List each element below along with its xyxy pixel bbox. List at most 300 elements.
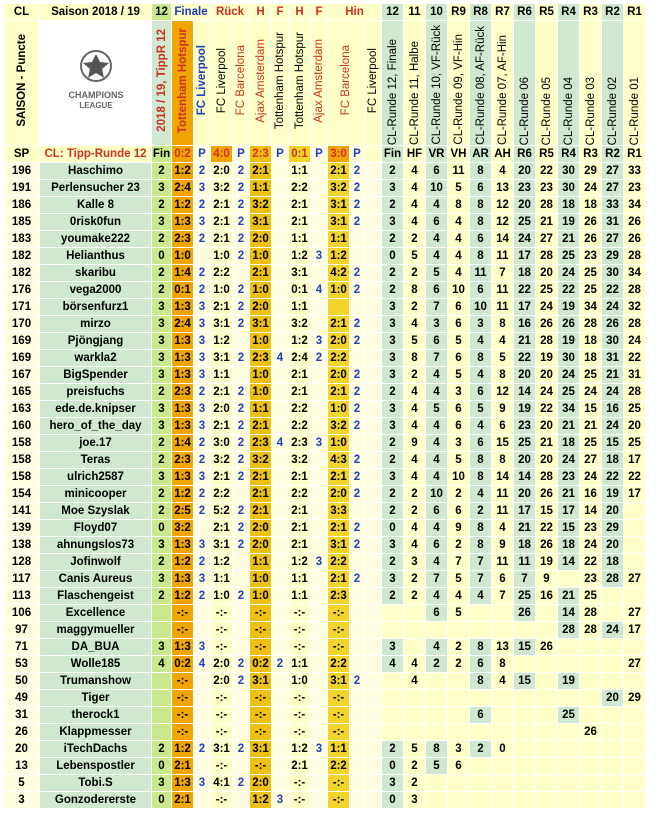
header-row-2 xyxy=(4,21,646,146)
spacer xyxy=(365,163,382,180)
round-score: 30 xyxy=(602,333,624,350)
f2-tip: 2:1 xyxy=(289,214,311,231)
hin-points xyxy=(350,792,365,809)
round-score: 30 xyxy=(558,180,580,197)
round-score: 20 xyxy=(536,418,558,435)
round-score: 9 xyxy=(448,520,470,537)
round-score: 28 xyxy=(536,333,558,350)
round-score: 9 xyxy=(536,571,558,588)
round-score: 6 xyxy=(492,571,514,588)
final-tip: 1:3 xyxy=(172,401,194,418)
round-score: 14 xyxy=(514,384,536,401)
round-score: 2 xyxy=(404,588,426,605)
final-tip: -:- xyxy=(172,622,194,639)
round-score: 2 xyxy=(382,163,404,180)
f2-points: 3 xyxy=(311,554,328,571)
player-name: Wolle185 xyxy=(40,656,152,673)
round-score: 6 xyxy=(448,316,470,333)
sp-cell: 158 xyxy=(4,469,40,486)
final-points: 3 xyxy=(194,418,211,435)
h1-tip: 2:1 xyxy=(250,265,272,282)
f2-points: 3 xyxy=(311,248,328,265)
round-header-text: R6 xyxy=(517,148,532,160)
round-score: 16 xyxy=(514,316,536,333)
final-points: 3 xyxy=(194,469,211,486)
f2-tip: 3:2 xyxy=(289,316,311,333)
h1-points xyxy=(272,418,289,435)
h1-tip: 1:0 xyxy=(250,282,272,299)
hin-tip: 2:2 xyxy=(328,758,350,775)
player-name: hero_of_the_day xyxy=(40,418,152,435)
f2-tip: 2:1 xyxy=(289,520,311,537)
round-score: 8 xyxy=(470,248,492,265)
round-score: 30 xyxy=(558,350,580,367)
h1-tip: 1:0 xyxy=(250,588,272,605)
h1-points xyxy=(272,384,289,401)
round-score xyxy=(536,605,558,622)
table-row xyxy=(4,639,646,656)
round-score: 30 xyxy=(602,265,624,282)
round-score: 19 xyxy=(602,486,624,503)
header-row-1 xyxy=(4,4,646,21)
f2-points xyxy=(311,486,328,503)
round-score xyxy=(580,775,602,792)
final-points xyxy=(194,673,211,690)
hin-points xyxy=(350,690,365,707)
player-name: börsenfurz1 xyxy=(40,299,152,316)
sp-cell: 71 xyxy=(4,639,40,656)
h1-points xyxy=(272,163,289,180)
round-score: 18 xyxy=(580,197,602,214)
f2-tip: 2:1 xyxy=(289,197,311,214)
rueck-points xyxy=(233,605,250,622)
fin-points xyxy=(152,724,172,741)
player-name: Moe Szyslak xyxy=(40,503,152,520)
final-tip: 1:4 xyxy=(172,265,194,282)
round-score: 0 xyxy=(492,741,514,758)
table-row xyxy=(4,724,646,741)
f2-tip: 1:1 xyxy=(289,571,311,588)
round-score: 15 xyxy=(514,673,536,690)
spacer xyxy=(365,639,382,656)
final-tip: 2:4 xyxy=(172,180,194,197)
final-points: 3 xyxy=(194,299,211,316)
round-score: 3 xyxy=(382,469,404,486)
round-score: 28 xyxy=(536,469,558,486)
round-score: 3 xyxy=(382,401,404,418)
round-score: 5 xyxy=(448,571,470,588)
round-score: 24 xyxy=(536,384,558,401)
round-score: 19 xyxy=(558,333,580,350)
hin-points: 2 xyxy=(350,401,365,418)
rueck-tip: 2:0 xyxy=(211,673,233,690)
round-score xyxy=(624,503,646,520)
round-header-cell xyxy=(601,21,623,145)
fin-points: 0 xyxy=(152,520,172,537)
h1-tip: -:- xyxy=(250,605,272,622)
f2-tip: -:- xyxy=(289,639,311,656)
h1-score: 2:3 xyxy=(250,146,272,163)
rueck-tip: 2:1 xyxy=(211,384,233,401)
sp-cell: 182 xyxy=(4,248,40,265)
sp-cell: 169 xyxy=(4,333,40,350)
round-score xyxy=(602,673,624,690)
round-score: 5 xyxy=(470,401,492,418)
round-header-text: R9 xyxy=(451,6,466,18)
round-score xyxy=(580,758,602,775)
sp-label: SP xyxy=(4,146,40,163)
hin-tip: 2:0 xyxy=(328,486,350,503)
round-score: 25 xyxy=(514,214,536,231)
round-score: 26 xyxy=(602,316,624,333)
round-header-cell xyxy=(403,21,425,145)
h1-points xyxy=(272,231,289,248)
round-score: 5 xyxy=(448,367,470,384)
final-tip: 2:3 xyxy=(172,231,194,248)
round-score: 4 xyxy=(448,248,470,265)
round-score xyxy=(382,605,404,622)
round-score: 2 xyxy=(382,452,404,469)
h1-tip: -:- xyxy=(250,724,272,741)
round-score xyxy=(558,758,580,775)
round-header-cell xyxy=(382,146,403,162)
final-points: 2 xyxy=(194,265,211,282)
round-score: 3 xyxy=(382,350,404,367)
round-header-text: R5 xyxy=(539,6,554,18)
f2-tip: 2:1 xyxy=(289,503,311,520)
round-score: 15 xyxy=(558,520,580,537)
round-score xyxy=(602,605,624,622)
f2-points: 4 xyxy=(311,282,328,299)
round-score: 29 xyxy=(624,690,646,707)
hin-tip: 3:1 xyxy=(328,197,350,214)
round-score: 2 xyxy=(448,537,470,554)
round-score: 3 xyxy=(382,180,404,197)
h1-points xyxy=(272,180,289,197)
rueck-points: 2 xyxy=(233,316,250,333)
round-score: 4 xyxy=(448,588,470,605)
round-score: 28 xyxy=(602,571,624,588)
round-score xyxy=(602,758,624,775)
f2-points xyxy=(311,503,328,520)
round-score: 4 xyxy=(426,367,448,384)
rueck-tip: 3:2 xyxy=(211,452,233,469)
round-score: 12 xyxy=(492,214,514,231)
round-score xyxy=(624,775,646,792)
rueck-tip: 1:0 xyxy=(211,282,233,299)
round-score: 12 xyxy=(492,384,514,401)
final-points: 3 xyxy=(194,316,211,333)
sp-cell: 171 xyxy=(4,299,40,316)
round-score xyxy=(470,792,492,809)
h1-points xyxy=(272,554,289,571)
round-score xyxy=(624,724,646,741)
final-points: 2 xyxy=(194,435,211,452)
h1-points xyxy=(272,299,289,316)
round-score: 17 xyxy=(514,248,536,265)
hin-tip xyxy=(328,299,350,316)
round-score: 33 xyxy=(602,197,624,214)
final-points: 2 xyxy=(194,503,211,520)
player-name: Gonzodererste xyxy=(40,792,152,809)
round-score: 15 xyxy=(536,503,558,520)
f2-tip: -:- xyxy=(289,775,311,792)
final-tip: 2:3 xyxy=(172,452,194,469)
subheader-row xyxy=(4,146,646,163)
h1-tip: 0:2 xyxy=(250,656,272,673)
round-score xyxy=(492,775,514,792)
hin-tip: 2:1 xyxy=(328,469,350,486)
round-score: 8 xyxy=(470,537,492,554)
final-tip: 0:2 xyxy=(172,656,194,673)
round-score: 4 xyxy=(426,554,448,571)
f2-label: F xyxy=(311,4,328,21)
round-header-cell xyxy=(623,21,645,145)
hin-points: 2 xyxy=(350,418,365,435)
rueck-tip: -:- xyxy=(211,605,233,622)
rueck-tip: -:- xyxy=(211,758,233,775)
round-score: 10 xyxy=(426,486,448,503)
table-row xyxy=(4,197,646,214)
f2-tip: 1:2 xyxy=(289,333,311,350)
spacer xyxy=(365,537,382,554)
h1-tip: 2:1 xyxy=(250,503,272,520)
player-name: vega2000 xyxy=(40,282,152,299)
round-score: 28 xyxy=(624,282,646,299)
h1-points xyxy=(272,367,289,384)
f2-points xyxy=(311,622,328,639)
table-row xyxy=(4,384,646,401)
spacer xyxy=(365,605,382,622)
round-score: 6 xyxy=(448,299,470,316)
m-h2-vertical: Tottenham Hotspur xyxy=(293,31,306,130)
table-row xyxy=(4,588,646,605)
round-score: 22 xyxy=(580,554,602,571)
round-score: 31 xyxy=(602,350,624,367)
round-header-cell xyxy=(579,146,601,162)
spacer xyxy=(365,775,382,792)
rueck-points: 2 xyxy=(233,231,250,248)
sp-cell: 5 xyxy=(4,775,40,792)
rueck-tip: -:- xyxy=(211,724,233,741)
team2-vertical: FC Liverpool xyxy=(196,45,208,116)
final-points xyxy=(194,724,211,741)
sp-cell: 176 xyxy=(4,282,40,299)
hin-points: 2 xyxy=(350,265,365,282)
round-score: 31 xyxy=(624,367,646,384)
rueck-score: 4:0 xyxy=(211,146,233,163)
round-score xyxy=(470,690,492,707)
round-score: 17 xyxy=(624,452,646,469)
f2-points xyxy=(311,656,328,673)
round-score: 34 xyxy=(580,299,602,316)
round-score: 28 xyxy=(536,197,558,214)
rueck-tip: 5:2 xyxy=(211,503,233,520)
round-header-cell xyxy=(601,4,623,20)
hin-tip: 1:2 xyxy=(328,248,350,265)
round-score xyxy=(558,724,580,741)
round-score: 2 xyxy=(426,656,448,673)
round-score: 7 xyxy=(426,299,448,316)
f2-points xyxy=(311,180,328,197)
round-score: 9 xyxy=(492,537,514,554)
round-score: 4 xyxy=(426,452,448,469)
round-score: 24 xyxy=(624,333,646,350)
fin-points: 0 xyxy=(152,792,172,809)
fin-points: 2 xyxy=(152,741,172,758)
round-score: 23 xyxy=(558,469,580,486)
round-score: 11 xyxy=(492,554,514,571)
rueck-points: 2 xyxy=(233,741,250,758)
sp-cell: 117 xyxy=(4,571,40,588)
round-score: 8 xyxy=(492,367,514,384)
round-header-text: R8 xyxy=(473,6,488,18)
rueck-tip: -:- xyxy=(211,690,233,707)
round-score: 21 xyxy=(536,435,558,452)
round-header-cell xyxy=(425,146,447,162)
round-score: 3 xyxy=(404,792,426,809)
f2-tip: 1:0 xyxy=(289,673,311,690)
round-score: 18 xyxy=(580,350,602,367)
spacer xyxy=(365,469,382,486)
final-tip: 1:2 xyxy=(172,554,194,571)
round-score: 8 xyxy=(470,350,492,367)
round-score: 26 xyxy=(580,724,602,741)
h1-points xyxy=(272,758,289,775)
fin-points: 2 xyxy=(152,486,172,503)
round-score: 4 xyxy=(426,197,448,214)
round-header-cell xyxy=(491,4,513,20)
round-header-cell xyxy=(447,146,469,162)
hin-tip: 1:0 xyxy=(328,401,350,418)
final-tip: -:- xyxy=(172,605,194,622)
round-score: 15 xyxy=(602,435,624,452)
round-score xyxy=(382,673,404,690)
round-score: 7 xyxy=(492,588,514,605)
final-tip: 1:3 xyxy=(172,418,194,435)
table-row xyxy=(4,554,646,571)
round-score: 22 xyxy=(536,401,558,418)
round-header-cell xyxy=(535,146,557,162)
final-tip: 1:4 xyxy=(172,435,194,452)
round-score: 2 xyxy=(382,486,404,503)
table-row xyxy=(4,214,646,231)
h1-points xyxy=(272,214,289,231)
f2-points xyxy=(311,520,328,537)
rueck-tip: 1:2 xyxy=(211,554,233,571)
table-row xyxy=(4,775,646,792)
spacer xyxy=(365,384,382,401)
fin-points: 3 xyxy=(152,180,172,197)
round-score: 4 xyxy=(404,469,426,486)
round-header-cell xyxy=(623,4,645,20)
round-score: 4 xyxy=(492,163,514,180)
logo-cell xyxy=(40,21,152,146)
hin-points xyxy=(350,741,365,758)
h1-tip: 2:1 xyxy=(250,418,272,435)
round-score xyxy=(602,724,624,741)
round-score xyxy=(558,792,580,809)
fin-points xyxy=(152,673,172,690)
final-tip: -:- xyxy=(172,724,194,741)
player-name: Tiger xyxy=(40,690,152,707)
round-score xyxy=(536,792,558,809)
h1-points xyxy=(272,690,289,707)
table-row xyxy=(4,741,646,758)
hin-tip: -:- xyxy=(328,690,350,707)
round-score: 27 xyxy=(602,231,624,248)
round-score: 28 xyxy=(580,605,602,622)
round-score: 13 xyxy=(492,639,514,656)
spacer xyxy=(365,673,382,690)
round-score: 2 xyxy=(404,299,426,316)
round-header-text: CL-Runde 09, VF-Hin xyxy=(452,34,465,145)
round-score: 7 xyxy=(448,554,470,571)
round-header-cell xyxy=(469,4,491,20)
round-header-cell xyxy=(382,21,403,145)
h1-points xyxy=(272,571,289,588)
rueck-tip: 2:1 xyxy=(211,231,233,248)
round-score xyxy=(558,775,580,792)
rueck-points xyxy=(233,333,250,350)
round-score: 18 xyxy=(580,333,602,350)
round-score: 4 xyxy=(492,333,514,350)
team1-cell xyxy=(172,21,194,146)
final-tip: 1:2 xyxy=(172,163,194,180)
player-name: therock1 xyxy=(40,707,152,724)
round-score: 6 xyxy=(448,758,470,775)
h1-tip: 2:0 xyxy=(250,299,272,316)
round-score: 22 xyxy=(602,282,624,299)
round-header-cell xyxy=(491,146,513,162)
final-tip: 1:2 xyxy=(172,486,194,503)
h2-label: H xyxy=(289,4,311,21)
round-score: 24 xyxy=(580,537,602,554)
hin-points xyxy=(350,554,365,571)
round-score: 16 xyxy=(602,401,624,418)
round-score: 21 xyxy=(558,418,580,435)
round-score: 18 xyxy=(558,435,580,452)
table-row xyxy=(4,758,646,775)
round-header-cell xyxy=(469,21,491,145)
rueck-points xyxy=(233,367,250,384)
sp-cell: 138 xyxy=(4,537,40,554)
spacer xyxy=(365,571,382,588)
fin-points: 3 xyxy=(152,639,172,656)
round-score: 2 xyxy=(382,231,404,248)
player-name: ede.de.knipser xyxy=(40,401,152,418)
sp-cell: 154 xyxy=(4,486,40,503)
hin-points: 2 xyxy=(350,316,365,333)
round-score xyxy=(624,520,646,537)
hin-points xyxy=(350,435,365,452)
hin-points xyxy=(350,503,365,520)
hin-p: P xyxy=(350,146,365,163)
h1-tip: -:- xyxy=(250,758,272,775)
spacer xyxy=(365,214,382,231)
f2-tip: 2:3 xyxy=(289,435,311,452)
h1-points: 3 xyxy=(272,792,289,809)
round-score: 4 xyxy=(492,673,514,690)
hin-tip: 1:0 xyxy=(328,435,350,452)
round-score: 22 xyxy=(514,350,536,367)
h1-tip: 1:0 xyxy=(250,384,272,401)
player-name: Trumanshow xyxy=(40,673,152,690)
round-header-cell xyxy=(403,4,425,20)
round-score: 6 xyxy=(470,707,492,724)
fin-points: 3 xyxy=(152,775,172,792)
table-row xyxy=(4,622,646,639)
